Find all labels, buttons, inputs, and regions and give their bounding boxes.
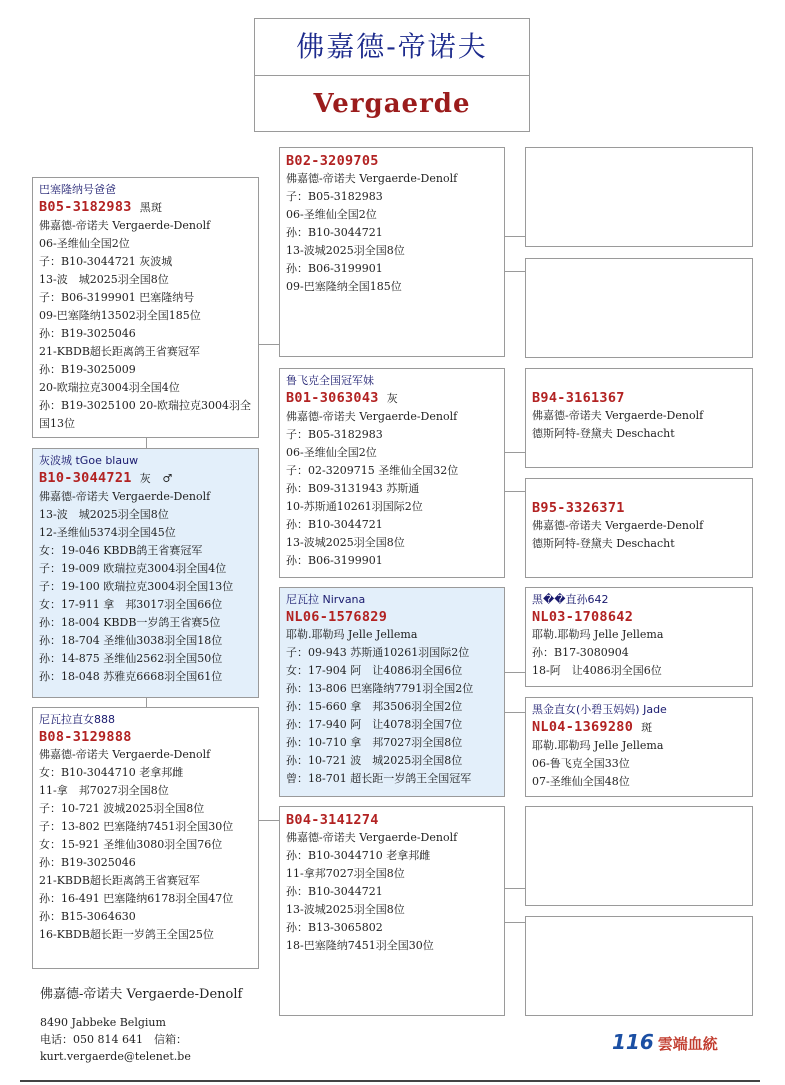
sd-sire-line-1: 德斯阿特-登黛夫 Deschacht <box>532 427 675 440</box>
dam-line-2: 11-拿 邦7027羽全国8位 <box>39 784 169 797</box>
owner-contact: 电话：050 814 641 信箱：kurt.vergaerde@telenet.be <box>40 1033 191 1063</box>
dam-sire-line-2: 女：17-904 阿 让4086羽全国6位 <box>286 664 463 677</box>
sire-dam-line-6: 孙：B10-3044721 <box>286 518 383 531</box>
sire-card <box>32 177 259 438</box>
logo-text: 雲端血統 <box>657 1035 718 1053</box>
connector-line <box>504 712 526 713</box>
subject-line-2: 12-圣维仙5374羽全国45位 <box>39 526 176 539</box>
dam-sire-header: 尼瓦拉 Nirvana <box>286 593 366 606</box>
dam-sire-line-5: 孙：17-940 阿 让4078羽全国7位 <box>286 718 463 731</box>
sire-line-7: 21-KBDB超长距离鸽王省赛冠军 <box>39 345 200 358</box>
ds-dam-line-0: 耶勒.耶勒玛 Jelle Jellema <box>532 739 664 752</box>
connector-line <box>504 236 526 237</box>
ds-dam-color: 斑 <box>641 721 653 734</box>
ds-dam-ring: NL04-1369280 <box>532 719 634 735</box>
sire-line-5: 09-巴塞隆纳13502羽全国185位 <box>39 309 201 322</box>
sire-dam-ring-line <box>286 389 498 408</box>
subject-header: 灰波城 tGoe blauw <box>39 454 139 467</box>
sire-sire-card <box>279 147 505 357</box>
subject-line-1: 13-波 城2025羽全国8位 <box>39 508 169 521</box>
dam-ring: B08-3129888 <box>39 729 132 745</box>
sire-header: 巴塞隆纳号爸爸 <box>39 183 116 196</box>
connector-line <box>504 672 526 673</box>
sire-line-4: 子：B06-3199901 巴塞隆纳号 <box>39 291 195 304</box>
sire-sire-line-3: 孙：B10-3044721 <box>286 226 383 239</box>
sire-sire-line-0: 佛嘉德-帝诺夫 Vergaerde-Denolf <box>286 172 458 185</box>
sire-dam-line-4: 孙：B09-3131943 苏斯通 <box>286 482 420 495</box>
ds-dam-card <box>525 697 753 797</box>
sd-sire-line-0: 佛嘉德-帝诺夫 Vergaerde-Denolf <box>532 409 704 422</box>
sire-dam-color: 灰 <box>386 392 399 405</box>
sire-sire-line-5: 孙：B06-3199901 <box>286 262 383 275</box>
ds-dam-ring-line <box>532 718 746 737</box>
sire-ring: B05-3182983 <box>39 199 132 215</box>
sd-sire-card <box>525 368 753 468</box>
sd-dam-line-0: 佛嘉德-帝诺夫 Vergaerde-Denolf <box>532 519 704 532</box>
dam-sire-line-0: 耶勒.耶勒玛 Jelle Jellema <box>286 628 418 641</box>
connector-line <box>504 922 526 923</box>
dam-line-7: 21-KBDB超长距离鸽王省赛冠军 <box>39 874 200 887</box>
sd-sire-ring: B94-3161367 <box>532 390 625 406</box>
logo-number: 116 <box>612 1030 654 1054</box>
dd-dam-card-empty <box>525 916 753 1016</box>
dam-line-1: 女：B10-3044710 老拿邦雌 <box>39 766 184 779</box>
title-box <box>254 18 530 132</box>
connector-line <box>146 697 147 707</box>
dam-line-9: 孙：B15-3064630 <box>39 910 136 923</box>
title-english: Vergaerde <box>313 89 471 119</box>
sire-dam-line-7: 13-波城2025羽全国8位 <box>286 536 405 549</box>
sire-sire-line-6: 09-巴塞隆纳全国185位 <box>286 280 402 293</box>
sire-line-0: 佛嘉德-帝诺夫 Vergaerde-Denolf <box>39 219 211 232</box>
sire-sire-ring: B02-3209705 <box>286 153 379 169</box>
bottom-divider <box>20 1080 760 1082</box>
connector-line <box>504 271 526 272</box>
sire-sire-line-2: 06-圣维仙全国2位 <box>286 208 377 221</box>
ds-sire-line-2: 18-阿 让4086羽全国6位 <box>532 664 662 677</box>
subject-card <box>32 448 259 698</box>
subject-line-3: 女：19-046 KBDB鸽王省赛冠军 <box>39 544 203 557</box>
dd-sire-card-empty <box>525 806 753 906</box>
subject-line-6: 女：17-911 拿 邦3017羽全国66位 <box>39 598 223 611</box>
dam-dam-line-6: 18-巴塞隆纳7451羽全国30位 <box>286 939 434 952</box>
subject-line-7: 孙：18-004 KBDB一岁鸽王省赛5位 <box>39 616 221 629</box>
subject-line-4: 子：19-009 欧瑞拉克3004羽全国4位 <box>39 562 227 575</box>
dam-dam-card <box>279 806 505 1016</box>
dam-sire-card <box>279 587 505 797</box>
subject-line-8: 孙：18-704 圣维仙3038羽全国18位 <box>39 634 223 647</box>
ss-dam-card-empty <box>525 258 753 358</box>
subject-ring-line <box>39 469 252 488</box>
ds-dam-line-1: 06-鲁飞克全国33位 <box>532 757 630 770</box>
subject-color: 灰 ♂ <box>139 472 173 485</box>
sire-dam-line-1: 子：B05-3182983 <box>286 428 383 441</box>
sire-dam-line-8: 孙：B06-3199901 <box>286 554 383 567</box>
sire-line-3: 13-波 城2025羽全国8位 <box>39 273 169 286</box>
dam-sire-line-7: 孙：10-721 波 城2025羽全国8位 <box>286 754 463 767</box>
ds-dam-header: 黑金直女(小碧玉妈妈) Jade <box>532 703 667 716</box>
sire-dam-header: 鲁飞克全国冠军妹 <box>286 374 374 387</box>
dam-sire-ring: NL06-1576829 <box>286 609 388 625</box>
dam-line-3: 子：10-721 波城2025羽全国8位 <box>39 802 205 815</box>
dam-dam-line-5: 孙：B13-3065802 <box>286 921 383 934</box>
sire-line-1: 06-圣维仙全国2位 <box>39 237 130 250</box>
ds-dam-line-2: 07-圣维仙全国48位 <box>532 775 630 788</box>
dam-card <box>32 707 259 969</box>
subject-line-5: 子：19-100 欧瑞拉克3004羽全国13位 <box>39 580 234 593</box>
dam-line-10: 16-KBDB超长距一岁鸽王全国25位 <box>39 928 214 941</box>
sire-dam-card <box>279 368 505 578</box>
dam-header: 尼瓦拉直女888 <box>39 713 115 726</box>
sire-line-6: 孙：B19-3025046 <box>39 327 136 340</box>
dam-line-6: 孙：B19-3025046 <box>39 856 136 869</box>
sire-line-8: 孙：B19-3025009 <box>39 363 136 376</box>
dam-line-0: 佛嘉德-帝诺夫 Vergaerde-Denolf <box>39 748 211 761</box>
dam-dam-line-2: 11-拿邦7027羽全国8位 <box>286 867 405 880</box>
dam-line-8: 孙：16-491 巴塞隆纳6178羽全国47位 <box>39 892 234 905</box>
dam-ring-line <box>39 728 252 746</box>
sire-line-9: 20-欧瑞拉克3004羽全国4位 <box>39 381 180 394</box>
sd-dam-line-1: 德斯阿特-登黛夫 Deschacht <box>532 537 675 550</box>
dam-line-4: 子：13-802 巴塞隆纳7451羽全国30位 <box>39 820 234 833</box>
sd-dam-ring: B95-3326371 <box>532 500 625 516</box>
owner-name: 佛嘉德-帝诺夫 Vergaerde-Denolf <box>40 987 243 1002</box>
sire-dam-line-5: 10-苏斯通10261羽国际2位 <box>286 500 423 513</box>
dam-sire-line-8: 曾：18-701 超长距一岁鸽王全国冠军 <box>286 772 472 785</box>
sire-ring-line <box>39 198 252 217</box>
sire-line-2: 子：B10-3044721 灰波城 <box>39 255 173 268</box>
ds-sire-header: 黑��直孙642 <box>532 593 609 606</box>
sire-sire-line-4: 13-波城2025羽全国8位 <box>286 244 405 257</box>
dam-sire-line-3: 孙：13-806 巴塞隆纳7791羽全国2位 <box>286 682 474 695</box>
sire-sire-line-1: 子：B05-3182983 <box>286 190 383 203</box>
connector-line <box>504 888 526 889</box>
ds-sire-line-0: 耶勒.耶勒玛 Jelle Jellema <box>532 628 664 641</box>
dam-dam-line-3: 孙：B10-3044721 <box>286 885 383 898</box>
sire-dam-line-0: 佛嘉德-帝诺夫 Vergaerde-Denolf <box>286 410 458 423</box>
sd-dam-card <box>525 478 753 578</box>
connector-line <box>258 344 280 345</box>
ds-sire-ring: NL03-1708642 <box>532 609 634 625</box>
dam-sire-line-6: 孙：10-710 拿 邦7027羽全国8位 <box>286 736 463 749</box>
footer <box>40 986 280 1065</box>
subject-line-0: 佛嘉德-帝诺夫 Vergaerde-Denolf <box>39 490 211 503</box>
ds-sire-card <box>525 587 753 687</box>
connector-line <box>504 491 526 492</box>
sire-line-10: 孙：B19-3025100 20-欧瑞拉克3004羽全国13位 <box>39 399 251 430</box>
owner-address: 8490 Jabbeke Belgium <box>40 1016 166 1029</box>
dam-line-5: 女：15-921 圣维仙3080羽全国76位 <box>39 838 223 851</box>
ss-sire-card-empty <box>525 147 753 247</box>
subject-ring: B10-3044721 <box>39 470 132 486</box>
connector-line <box>504 452 526 453</box>
dam-dam-line-0: 佛嘉德-帝诺夫 Vergaerde-Denolf <box>286 831 458 844</box>
dam-dam-line-4: 13-波城2025羽全国8位 <box>286 903 405 916</box>
dam-sire-line-1: 子：09-943 苏斯通10261羽国际2位 <box>286 646 470 659</box>
sire-dam-line-3: 子：02-3209715 圣维仙全国32位 <box>286 464 459 477</box>
title-chinese: 佛嘉德-帝诺夫 <box>255 19 529 76</box>
sire-color: 黑斑 <box>139 201 163 214</box>
ds-sire-line-1: 孙：B17-3080904 <box>532 646 629 659</box>
dam-dam-ring: B04-3141274 <box>286 812 379 828</box>
connector-line <box>258 820 280 821</box>
dam-dam-line-1: 孙：B10-3044710 老拿邦雌 <box>286 849 431 862</box>
subject-line-10: 孙：18-048 苏雅克6668羽全国61位 <box>39 670 223 683</box>
sire-dam-ring: B01-3063043 <box>286 390 379 406</box>
sire-dam-line-2: 06-圣维仙全国2位 <box>286 446 377 459</box>
dam-sire-line-4: 孙：15-660 拿 邦3506羽全国2位 <box>286 700 463 713</box>
subject-line-9: 孙：14-875 圣维仙2562羽全国50位 <box>39 652 223 665</box>
site-logo <box>612 1030 732 1056</box>
